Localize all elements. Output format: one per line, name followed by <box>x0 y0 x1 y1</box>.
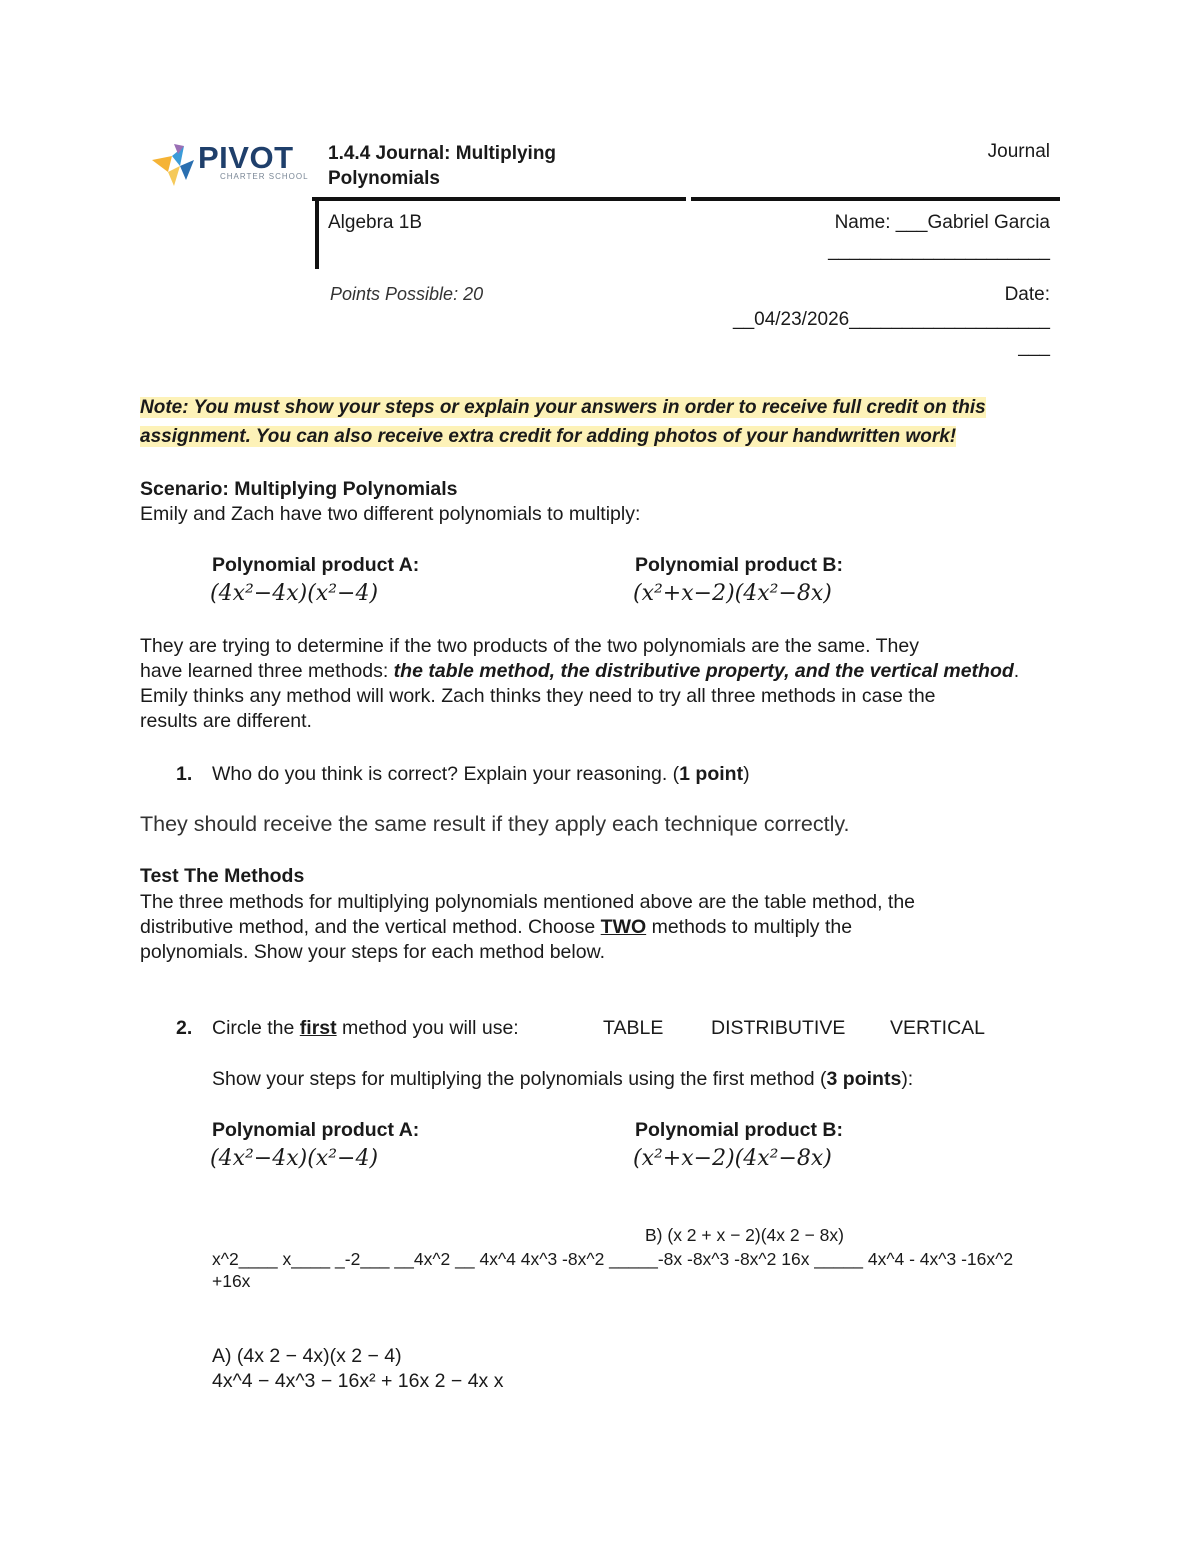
product-a-expression: (4x²−4x)(x²−4) <box>210 581 379 606</box>
date-value: __04/23/2026___________________ <box>733 309 1050 330</box>
method-option-distributive[interactable]: DISTRIBUTIVE <box>711 1017 846 1039</box>
points-possible: Points Possible: 20 <box>330 284 484 304</box>
scenario-intro: Emily and Zach have two different polynomials to multiply: <box>140 503 641 525</box>
method-option-vertical[interactable]: VERTICAL <box>890 1017 986 1039</box>
logo-wordmark: PIVOT <box>198 140 294 175</box>
header-rule-left <box>315 197 319 269</box>
question-1-number: 1. <box>176 763 193 785</box>
work-a-steps[interactable]: 4x^4 − 4x^3 − 16x² + 16x 2 − 4x x <box>212 1370 504 1392</box>
work-b-steps[interactable]: x^2____ x____ _-2___ __4x^2 __ 4x^4 4x^3 -8x^2 _____-8x -8x^3 -8x^2 16x _____ 4x^4 - 4x^3 -16x^2 +16x <box>212 1249 1014 1291</box>
school-logo <box>150 140 310 190</box>
student-name-underline: _____________________ <box>828 240 1050 261</box>
date-underline-tail: ___ <box>1018 336 1050 357</box>
question-2-steps-prompt: Show your steps for multiplying the polynomials using the first method (3 points): <box>212 1068 914 1090</box>
test-methods-heading: Test The Methods <box>140 865 305 887</box>
page-title: 1.4.4 Journal: Multiplying Polynomials <box>328 143 557 189</box>
q2-product-b-label: Polynomial product B: <box>635 1119 844 1141</box>
work-a-title[interactable]: A) (4x 2 − 4x)(x 2 − 4) <box>212 1345 402 1367</box>
scenario-heading: Scenario: Multiplying Polynomials <box>140 478 458 500</box>
test-methods-body: The three methods for multiplying polynomials mentioned above are the table method, the distributive method, and the vertical method. Choose TWO methods to multiply the polynomials. Show your steps for each method below. <box>140 891 916 963</box>
work-b-title[interactable]: B) (x 2 + x − 2)(4x 2 − 8x) <box>645 1225 844 1245</box>
doc-type-label: Journal <box>987 141 1050 162</box>
course-name: Algebra 1B <box>328 212 423 233</box>
question-2-number: 2. <box>176 1017 193 1039</box>
scenario-body: They are trying to determine if the two products of the two polynomials are the same. They have learned three methods: the table method, the distributive property, and the vertical method. Emily thinks any method will work. Zach thinks they need to try all three methods in case the results are different. <box>140 635 1020 732</box>
question-1-answer[interactable]: They should receive the same result if they apply each technique correctly. <box>140 812 850 836</box>
header-rule-gap <box>686 196 691 202</box>
question-2-circle-prompt: Circle the first method you will use: <box>212 1017 519 1039</box>
logo-subtitle: CHARTER SCHOOL <box>220 172 309 181</box>
question-1-text: Who do you think is correct? Explain your reasoning. (1 point) <box>212 763 750 785</box>
credit-note: Note: You must show your steps or explain your answers in order to receive full credit on this assignment. You can also receive extra credit for adding photos of your handwritten work! <box>140 397 986 447</box>
pivot-logo-icon <box>150 142 198 188</box>
product-a-label: Polynomial product A: <box>212 554 420 576</box>
q2-product-a-expression: (4x²−4x)(x²−4) <box>210 1146 379 1171</box>
product-b-expression: (x²+x−2)(4x²−8x) <box>633 581 832 606</box>
method-option-table[interactable]: TABLE <box>603 1017 664 1039</box>
q2-product-b-expression: (x²+x−2)(4x²−8x) <box>633 1146 832 1171</box>
product-b-label: Polynomial product B: <box>635 554 844 576</box>
q2-product-a-label: Polynomial product A: <box>212 1119 420 1141</box>
date-label: Date: <box>1004 284 1050 305</box>
student-name: Name: ___Gabriel Garcia <box>834 212 1050 233</box>
